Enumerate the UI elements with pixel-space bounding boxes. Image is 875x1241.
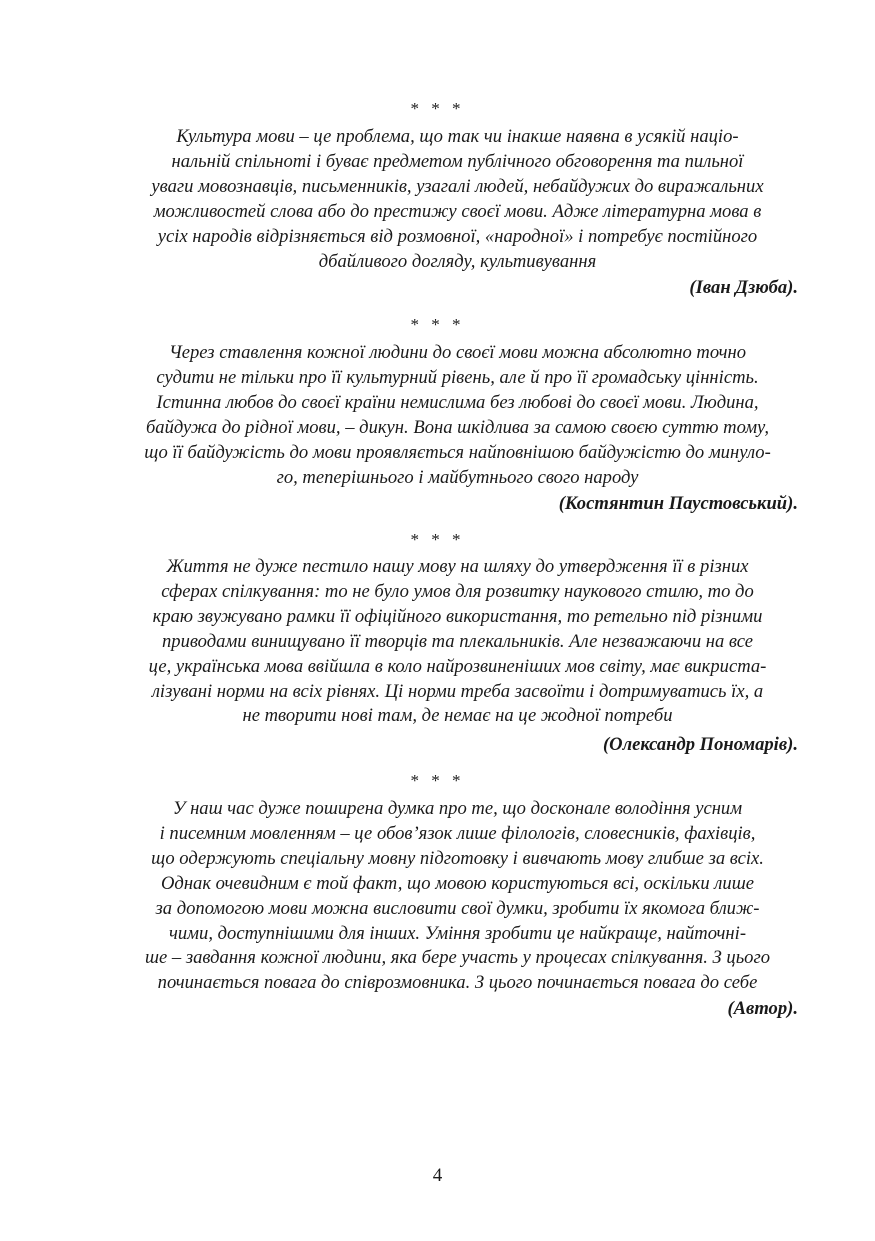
quote-line: Культура мови – це проблема, що так чи інакше наявна в усякій націо- xyxy=(176,126,739,147)
quote-line: Життя не дуже пестило нашу мову на шляху до утвердження її в різних xyxy=(166,556,749,577)
quote-line: уваги мовознавців, письменників, узагалі людей, небайдужих до виражальних xyxy=(151,175,764,197)
section-separator: * * * xyxy=(410,99,465,118)
quote-block xyxy=(95,125,820,274)
quote-line: чими, доступнішими для інших. Уміння зробити це найкраще, найточні- xyxy=(168,922,747,944)
quote-line: за допомогою мови можна висловити свої думки, зробити їх якомога ближ- xyxy=(155,897,760,919)
quote-line: нальній спільноті і буває предметом публічного обговорення та пильної xyxy=(171,150,744,172)
quote-line: сферах спілкування: то не було умов для розвитку наукового стилю, то до xyxy=(161,580,754,602)
section-separator: * * * xyxy=(410,315,465,334)
quote-line: Через ставлення кожної людини до своєї мови можна абсолютно точно xyxy=(168,342,747,363)
quote-author: (Автор). xyxy=(727,998,798,1019)
quote-line: що одержують спеціальну мовну підготовку і вивчають мову глибше за всіх. xyxy=(151,847,764,869)
page-number: 4 xyxy=(432,1165,443,1186)
quote-line: це, українська мова ввійшла в коло найрозвиненіших мов світу, має викриста- xyxy=(148,655,767,677)
quote-line: дбайливого догляду, культивування xyxy=(318,250,597,272)
quote-line: що її байдужість до мови проявляється найповнішою байдужістю до минуло- xyxy=(144,441,771,463)
quote-block xyxy=(95,797,820,996)
quote-block xyxy=(95,341,820,490)
quote-line: байдужа до рідної мови, – дикун. Вона шкідлива за самою своєю суттю тому, xyxy=(145,416,770,438)
quote-line: і писемним мовленням – це обов’язок лише філологів, словесників, фахівців, xyxy=(159,822,756,844)
quote-author: (Костянтин Паустовський). xyxy=(558,493,798,514)
quote-line: приводами винищувано її творців та плекальників. Але незважаючи на все xyxy=(161,630,754,652)
quote-line: Однак очевидним є той факт, що мовою користуються всі, оскільки лише xyxy=(160,872,755,894)
quote-author: (Олександр Пономарів). xyxy=(602,734,798,755)
section-separator: * * * xyxy=(410,530,465,549)
quote-line: судити не тільки про її культурний рівень, але й про її громадську цінність. xyxy=(156,366,759,388)
quote-line: краю звужувано рамки її офіційного використання, то ретельно під різними xyxy=(152,605,763,627)
quote-line: лізувані норми на всіх рівнях. Ці норми треба засвоїти і дотримуватись їх, а xyxy=(151,680,764,702)
quote-line: усіх народів відрізняється від розмовної, «народної» і потребує постійного xyxy=(157,225,758,247)
quote-line: ше – завдання кожної людини, яка бере участь у процесах спілкування. З цього xyxy=(144,947,770,969)
section-separator: * * * xyxy=(410,771,465,790)
quote-line: починається повага до співрозмовника. З цього починається повага до себе xyxy=(157,972,758,994)
quote-line: не творити нові там, де немає на це жодної потреби xyxy=(242,705,673,727)
quote-block xyxy=(95,555,820,729)
quote-line: го, теперішнього і майбутнього свого народу xyxy=(276,466,639,488)
quote-line: У наш час дуже поширена думка про те, що досконале володіння усним xyxy=(172,798,743,819)
quote-author: (Іван Дзюба). xyxy=(689,277,798,298)
quote-line: Істинна любов до своєї країни немислима без любові до своєї мови. Людина, xyxy=(156,391,759,413)
quote-line: можливостей слова або до престижу своєї мови. Адже літературна мова в xyxy=(153,200,762,222)
